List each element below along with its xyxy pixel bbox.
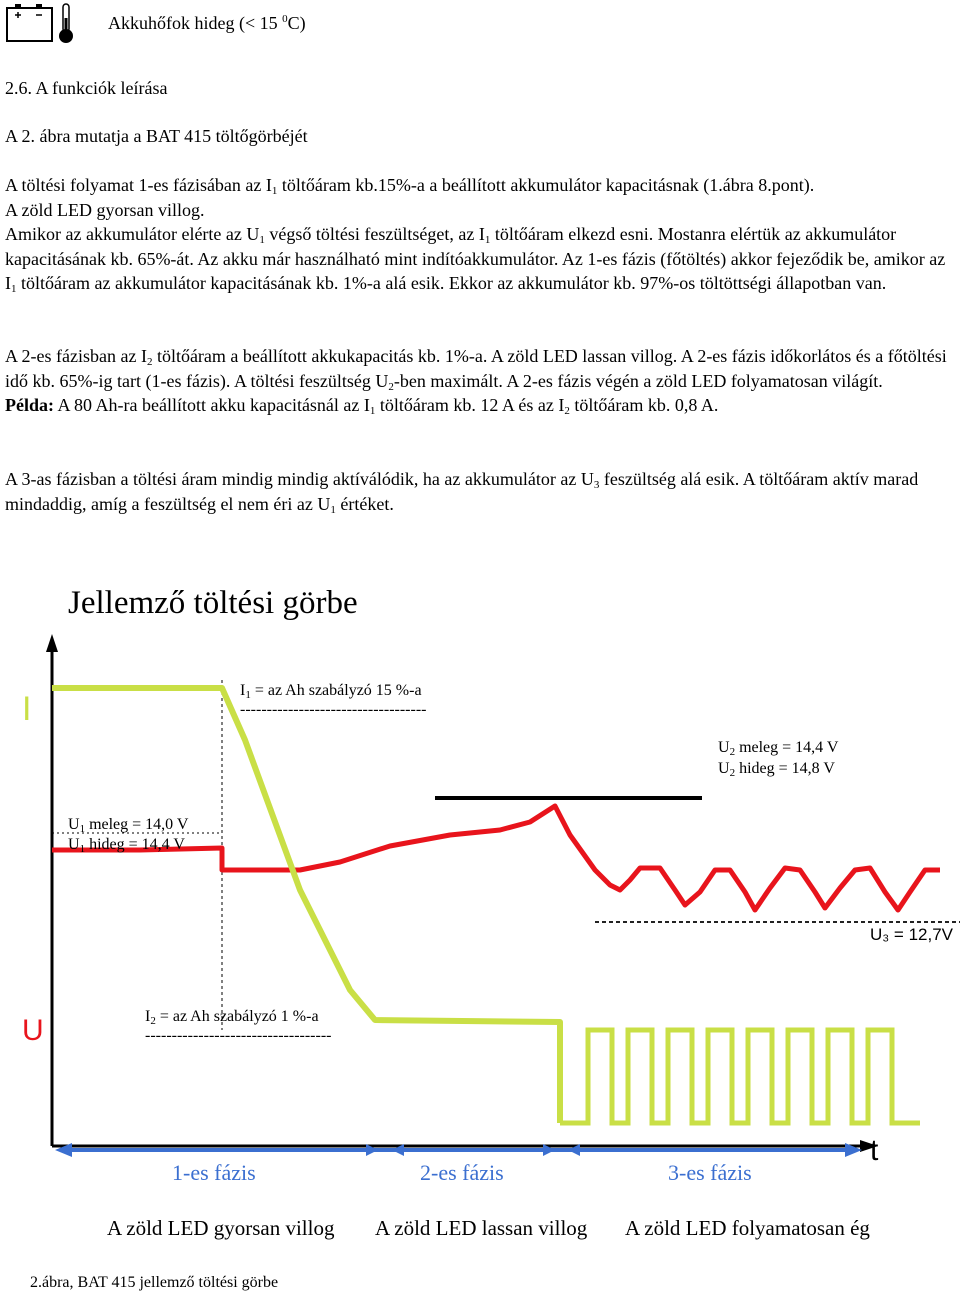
paragraph-phase3: A 3-as fázisban a töltési áram mindig mindig aktíválódik, ha az akkumulátor az $U_3$ feszültség alá esik. A töltőáram aktív marad mindaddig, amíg a feszültség el nem éri az $U_1$ értéket. [5, 469, 919, 516]
u3-label: U₃ = 12,7V [870, 925, 953, 944]
u2-cold-label: $U_2$ hideg = 14,8 V [718, 760, 835, 779]
charging-curve-chart [0, 630, 960, 1170]
y-axis [46, 634, 58, 1146]
battery-thermometer-icon [6, 2, 90, 44]
figure-caption: 2.ábra, BAT 415 jellemző töltési görbe [30, 1274, 279, 1291]
led3-label: A zöld LED folyamatosan ég [625, 1216, 870, 1240]
section-title: 2.6. A funkciók leírása [5, 78, 168, 98]
i1-dashes: ----------------------------------- [240, 701, 427, 718]
thermometer-icon [59, 4, 73, 43]
axis-t-label: t [870, 1134, 879, 1167]
chart-title: Jellemző töltési görbe [68, 585, 358, 621]
current-curve [52, 688, 560, 1123]
example-label: Példa: [5, 395, 54, 415]
u1-warm-label: $U_1$ meleg = 14,0 V [68, 816, 189, 835]
u2-warm-label: $U_2$ meleg = 14,4 V [718, 739, 839, 758]
u1-cold-label: $U_1$ hideg = 14,4 V [68, 836, 185, 855]
phase3-label: 3-es fázis [668, 1160, 752, 1185]
phase2-label: 2-es fázis [420, 1160, 504, 1185]
i2-label: $I_2$ = az Ah szabályzó 1 %-a [145, 1008, 319, 1027]
paragraph-phase1: A töltési folyamat 1-es fázisában az $I_1$ töltőáram kb.15%-a a beállított akkumulátor kapacitásnak (1.ábra 8.pont). A zöld LED gyorsan villog. Amikor az akkumulátor elérte az $U_1$ végső töltési feszültséget, az $I_1$ töltőáram elkezd esni. Mostanra elértük az akkumulátor kapacitásának kb. 65%-át. Az akku már használható mint indítóakkumulátor. Az 1-es fázis (főtöltés) akkor fejeződik be, amikor az $I_1$ töltőáram az akkumulátor kapacitásának kb. 1%-a alá esik. Ekkor az akkumulátor kb. 97%-os töltöttségi állapotban van. [5, 175, 946, 295]
header-title: Akkuhőfok hideg (< 15 $^0$C) [108, 13, 306, 33]
i2-dashes: ----------------------------------- [145, 1027, 332, 1044]
axis-i-label: I [22, 690, 32, 728]
led1-label: A zöld LED gyorsan villog [107, 1216, 335, 1240]
battery-icon [7, 4, 52, 41]
axis-u-label: U [22, 1014, 44, 1047]
led2-label: A zöld LED lassan villog [375, 1216, 588, 1240]
pulse-current [560, 1030, 920, 1123]
phase1-label: 1-es fázis [172, 1160, 256, 1185]
i1-label: $I_1$ = az Ah szabályzó 15 %-a [240, 682, 422, 701]
intro-text: A 2. ábra mutatja a BAT 415 töltőgörbéjét [5, 126, 308, 146]
paragraph-phase2: A 2-es fázisban az $I_2$ töltőáram a beállított akkukapacitás kb. 1%-a. A zöld LED lassan villog. A 2-es fázis időkorlátos és a főtöltési idő kb. 65%-ig tart (1-es fázis). A töltési feszültség $U_2$-ben maximált. A 2-es fázis végén a zöld LED folyamatosan világít. Példa: A 80 Ah-ra beállított akku kapacitásnál az $I_1$ töltőáram kb. 12 A és az $I_2$ töltőáram kb. 0,8 A. [5, 346, 947, 417]
